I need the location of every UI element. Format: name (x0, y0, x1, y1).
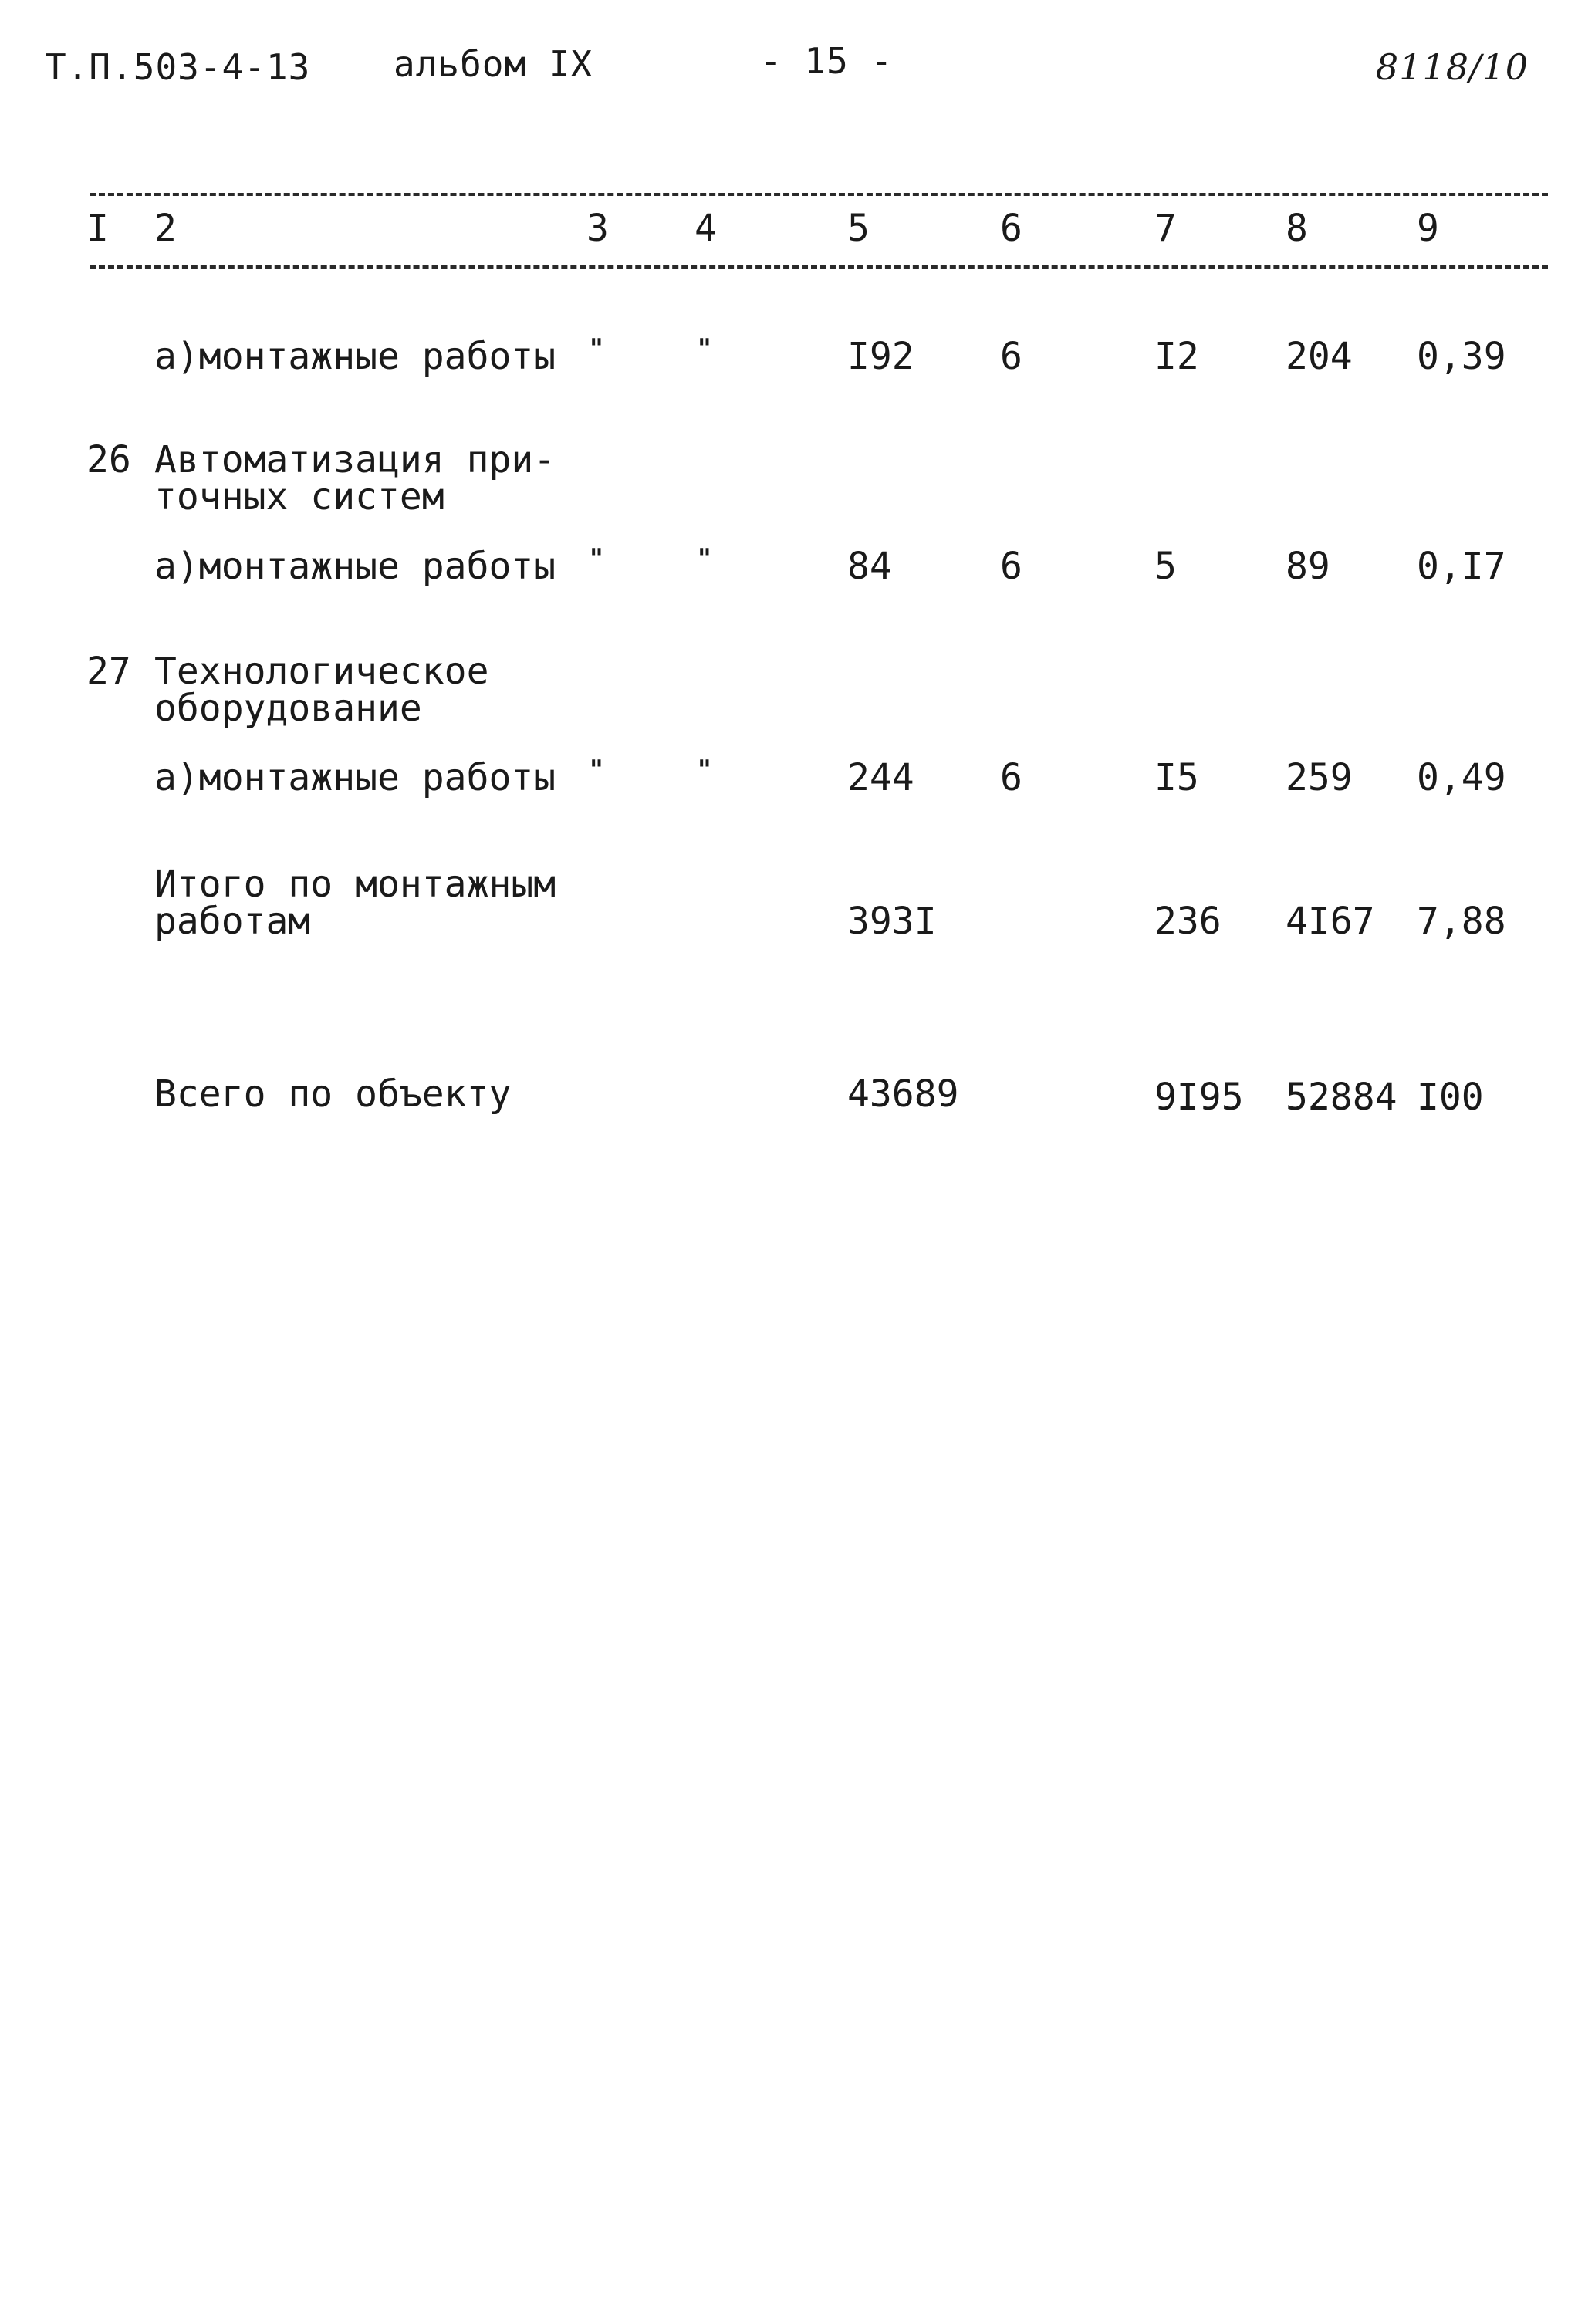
section-title-line: Технологическое (154, 650, 489, 693)
cell-col5: 244 (847, 756, 914, 799)
row-label: а)монтажные работы (154, 545, 556, 588)
cell-col5: I92 (847, 335, 914, 378)
section-title-line: оборудование (154, 687, 422, 730)
table-header-bottom-rule (90, 265, 1548, 269)
ditto-mark: " (590, 755, 603, 785)
subtotal-col9: 7,88 (1417, 900, 1506, 943)
sheet-reference: 8118/10 (1375, 46, 1529, 88)
subtotal-label (154, 863, 556, 943)
ditto-mark: " (590, 333, 603, 364)
ditto-mark: " (698, 333, 711, 364)
table-top-rule (90, 193, 1548, 196)
cell-col8: 89 (1286, 545, 1330, 588)
section-title-line: Автоматизация при- (154, 438, 556, 481)
cell-col8: 204 (1286, 335, 1353, 378)
cell-col5: 84 (847, 545, 892, 588)
grand-total-col9: I00 (1417, 1076, 1484, 1119)
cell-col7: I2 (1154, 335, 1199, 378)
cell-col9: 0,39 (1417, 335, 1506, 378)
cell-col6: 6 (1000, 545, 1022, 588)
grand-total-label: Всего по объекту (154, 1072, 512, 1116)
ditto-mark: " (698, 755, 711, 785)
column-header-4: 4 (694, 207, 717, 250)
column-header-1: I (86, 207, 109, 250)
section-title (154, 650, 489, 730)
subtotal-col5: 393I (847, 900, 937, 943)
grand-total-col8: 52884 (1286, 1076, 1397, 1119)
cell-col6: 6 (1000, 335, 1022, 378)
cell-col9: 0,49 (1417, 756, 1506, 799)
section-title-line: точных систем (154, 475, 444, 519)
section-number: 26 (86, 438, 131, 481)
section-title (154, 438, 556, 519)
column-header-2: 2 (154, 207, 177, 250)
subtotal-col8: 4I67 (1286, 900, 1375, 943)
column-header-5: 5 (847, 207, 870, 250)
column-header-9: 9 (1417, 207, 1439, 250)
row-label: а)монтажные работы (154, 335, 556, 378)
column-header-3: 3 (586, 207, 609, 250)
section-number: 27 (86, 650, 131, 693)
cell-col8: 259 (1286, 756, 1353, 799)
subtotal-label-line: работам (154, 900, 311, 943)
cell-col7: 5 (1154, 545, 1177, 588)
page-number: - 15 - (760, 40, 894, 82)
grand-total-col7: 9I95 (1154, 1076, 1244, 1119)
row-label: а)монтажные работы (154, 756, 556, 799)
grand-total-col5: 43689 (847, 1072, 959, 1116)
subtotal-label-line: Итого по монтажным (154, 863, 556, 906)
album-label: альбом IX (394, 43, 593, 85)
cell-col9: 0,I7 (1417, 545, 1506, 588)
cell-col7: I5 (1154, 756, 1199, 799)
ditto-mark: " (698, 543, 711, 574)
column-header-7: 7 (1154, 207, 1177, 250)
document-code: Т.П.503-4-13 (45, 46, 311, 88)
subtotal-col7: 236 (1154, 900, 1222, 943)
ditto-mark: " (590, 543, 603, 574)
cell-col6: 6 (1000, 756, 1022, 799)
column-header-8: 8 (1286, 207, 1308, 250)
column-header-6: 6 (1000, 207, 1022, 250)
